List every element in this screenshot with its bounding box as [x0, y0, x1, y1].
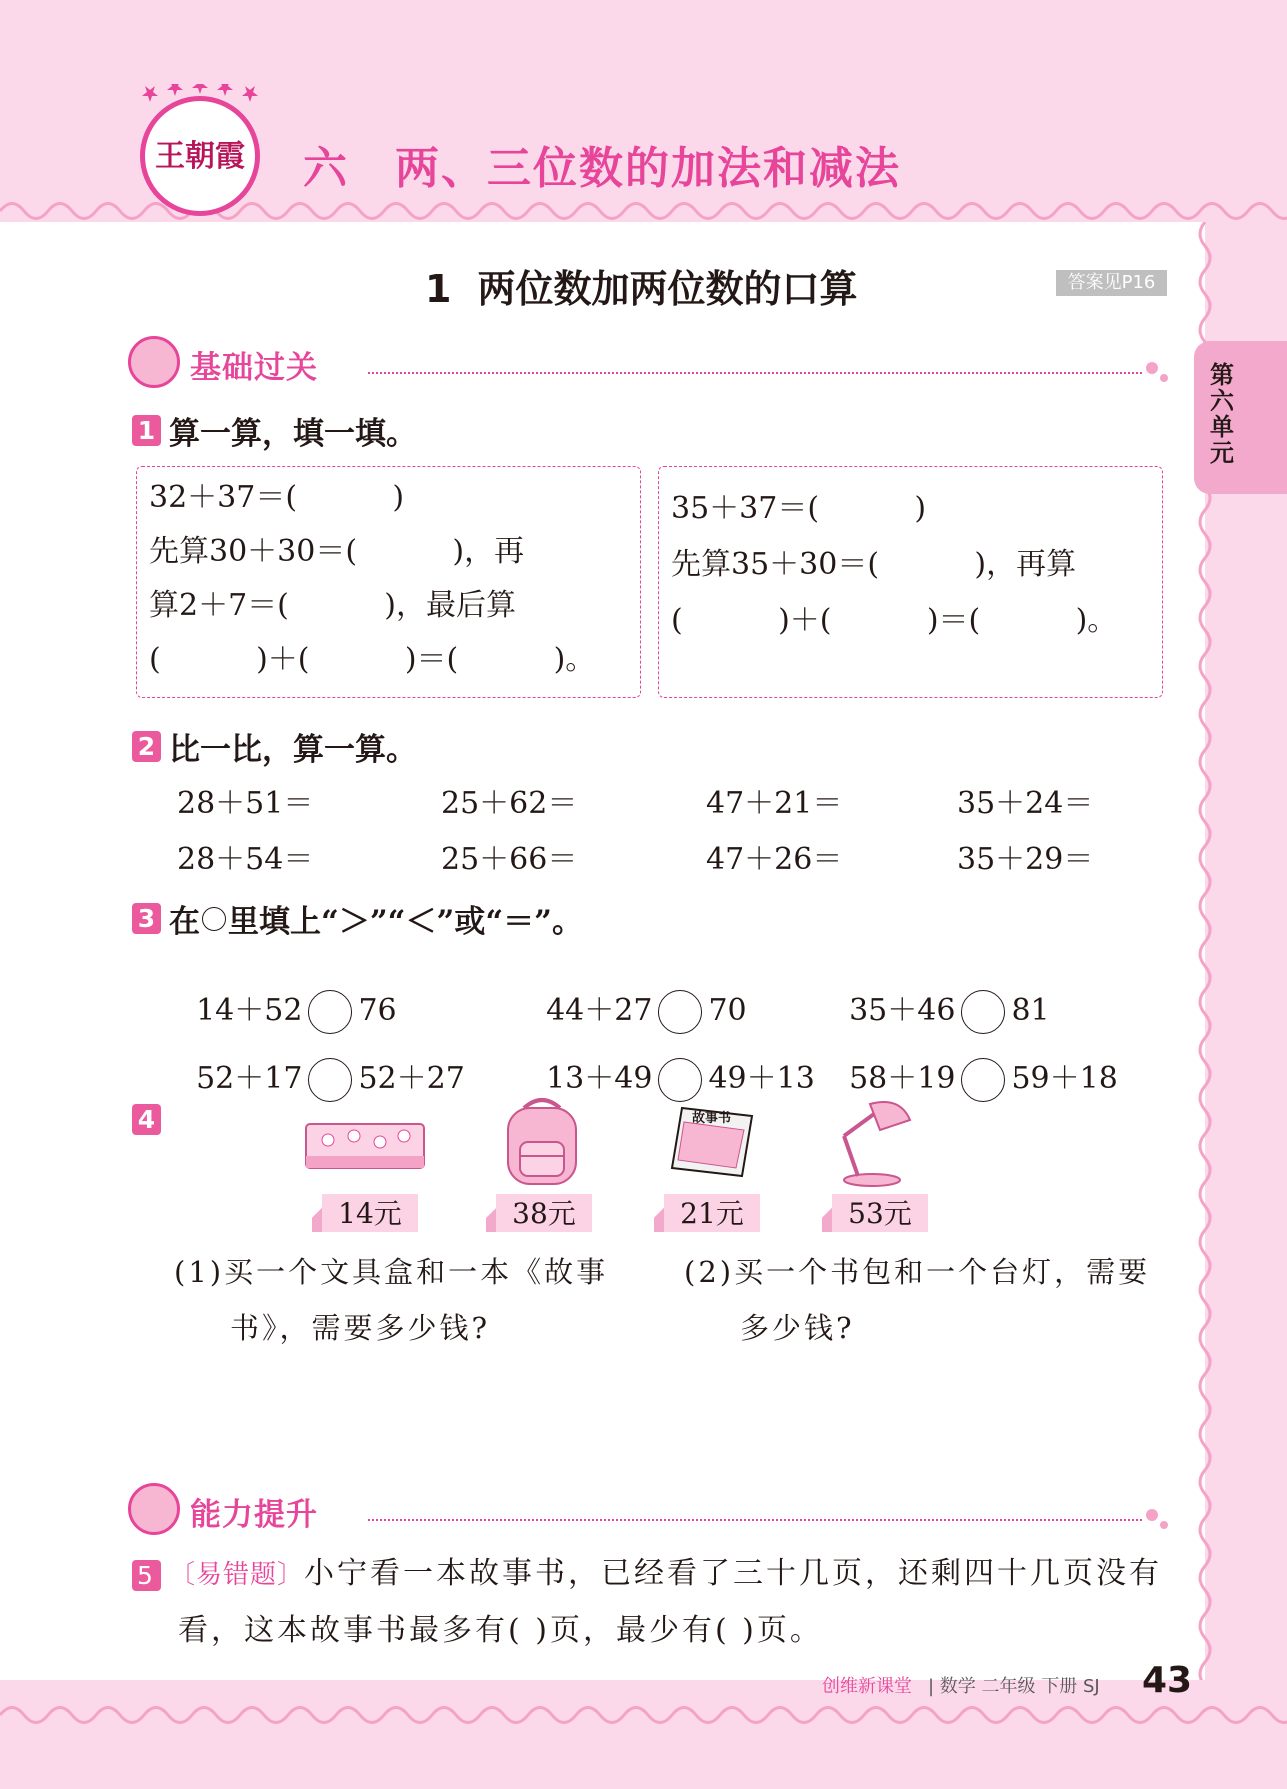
price-label: 21元 — [664, 1194, 760, 1232]
q1-box-left — [136, 466, 641, 698]
backpack-icon — [494, 1096, 590, 1188]
dot-icon — [1146, 1509, 1158, 1521]
q1-left-line: 32＋37＝( ) — [149, 480, 405, 515]
question-tag: 〔易错题〕 — [169, 1560, 305, 1590]
comparison-item — [830, 1018, 1118, 1102]
q2-item: 35＋29＝ — [957, 842, 1094, 877]
sub-question-line: (2)买一个书包和一个台灯，需要 — [684, 1255, 1151, 1289]
question-5-line: 看，这本故事书最多有( )页，最少有( )页。 — [178, 1613, 823, 1648]
question-title: 比一比，算一算。 — [169, 732, 417, 768]
question-number-badge: 5 — [132, 1560, 161, 1591]
book-cover-text: 故事书 — [692, 1111, 732, 1126]
question-number-badge: 3 — [132, 903, 161, 934]
lesson-title — [425, 258, 857, 313]
comparison-left: 52＋17 — [196, 1061, 303, 1096]
comparison-left: 35＋46 — [849, 993, 956, 1028]
desk-lamp-icon — [830, 1096, 914, 1188]
q1-left-line: 算2＋7＝( )，最后算 — [149, 588, 516, 623]
question-4-header — [132, 1100, 169, 1136]
q1-left-line: 先算30＋30＝( )，再 — [149, 534, 525, 569]
section-label: 能力提升 — [190, 1497, 318, 1533]
comparison-right: 49＋13 — [708, 1061, 815, 1096]
mascot-icon — [128, 336, 180, 388]
footer-info: | 数学 二年级 下册 SJ — [928, 1676, 1100, 1697]
q1-right-line: 先算35＋30＝( )，再算 — [671, 547, 1077, 582]
brand-seal-logo — [140, 96, 260, 216]
comparison-item — [527, 1018, 815, 1102]
comparison-right: 76 — [358, 993, 397, 1028]
lesson-title-text: 两位数加两位数的口算 — [477, 266, 858, 311]
question-3-header — [132, 896, 583, 941]
question-title-suffix: 里填上“＞”“＜”或“＝”。 — [228, 904, 583, 940]
comparison-right: 52＋27 — [358, 1061, 465, 1096]
bottom-wave-decoration — [0, 1700, 1287, 1730]
lesson-number: 1 — [425, 267, 452, 311]
mascot-icon — [128, 1483, 180, 1535]
q1-box-right — [658, 466, 1163, 698]
answer-circle[interactable] — [961, 1058, 1005, 1102]
comparison-left: 44＋27 — [546, 993, 653, 1028]
answer-circle[interactable] — [658, 1058, 702, 1102]
price-label: 38元 — [496, 1194, 592, 1232]
comparison-right: 70 — [708, 993, 747, 1028]
circle-icon — [202, 907, 226, 931]
price-label: 53元 — [832, 1194, 928, 1232]
question-2-header — [132, 724, 417, 769]
sub-question-line: (1)买一个文具盒和一本《故事 — [174, 1255, 609, 1289]
question-number-badge: 2 — [132, 731, 161, 762]
q2-item: 25＋62＝ — [441, 786, 578, 821]
section-label: 基础过关 — [190, 350, 318, 386]
q4-sub-question-2 — [684, 1244, 1150, 1356]
dot-icon — [1160, 374, 1168, 382]
q2-item: 47＋26＝ — [706, 842, 843, 877]
section-header-basic — [128, 336, 1168, 394]
q2-item: 28＋51＝ — [177, 786, 314, 821]
dot-icon — [1146, 362, 1158, 374]
answer-circle[interactable] — [308, 1058, 352, 1102]
comparison-item — [177, 1018, 465, 1102]
unit-number: 六 — [303, 143, 349, 194]
comparison-left: 58＋19 — [849, 1061, 956, 1096]
question-1-header — [132, 408, 417, 453]
unit-title — [303, 132, 901, 196]
question-number-badge: 1 — [132, 415, 161, 446]
comparison-right: 59＋18 — [1011, 1061, 1118, 1096]
footer-brand: 创维新课堂 — [822, 1676, 912, 1697]
q2-item: 35＋24＝ — [957, 786, 1094, 821]
sub-question-line: 书》，需要多少钱? — [230, 1311, 491, 1345]
question-number-badge: 4 — [132, 1104, 161, 1135]
pencil-case-icon — [304, 1118, 426, 1174]
q2-item: 28＋54＝ — [177, 842, 314, 877]
q1-left-line: ( )＋( )＝( )。 — [149, 642, 596, 677]
q1-right-line: 35＋37＝( ) — [671, 491, 927, 526]
seal-text: 王朝霞 — [155, 139, 245, 174]
q2-item: 25＋66＝ — [441, 842, 578, 877]
question-5 — [132, 1546, 1162, 1659]
section-header-advanced — [128, 1483, 1168, 1541]
q2-item: 47＋21＝ — [706, 786, 843, 821]
comparison-left: 13＋49 — [546, 1061, 653, 1096]
question-title: 算一算，填一填。 — [169, 416, 417, 452]
unit-title-text: 两、三位数的加法和减法 — [395, 143, 901, 194]
answer-reference-tag: 答案见P16 — [1056, 270, 1167, 296]
comparison-left: 14＋52 — [196, 993, 303, 1028]
storybook-icon — [668, 1102, 756, 1180]
comparison-right: 81 — [1011, 993, 1050, 1028]
side-unit-tab-label: 第六单元 — [1210, 360, 1234, 467]
sub-question-line: 多少钱? — [740, 1311, 855, 1345]
section-divider — [368, 372, 1142, 374]
page-number: 43 — [1142, 1660, 1193, 1701]
q1-right-line: ( )＋( )＝( )。 — [671, 603, 1118, 638]
price-label: 14元 — [322, 1194, 418, 1232]
dot-icon — [1160, 1521, 1168, 1529]
q4-sub-question-1 — [174, 1244, 608, 1356]
question-5-line: 小宁看一本故事书，已经看了三十几页，还剩四十几页没有 — [304, 1556, 1163, 1591]
section-divider — [368, 1519, 1142, 1521]
question-title-prefix: 在 — [169, 904, 200, 940]
